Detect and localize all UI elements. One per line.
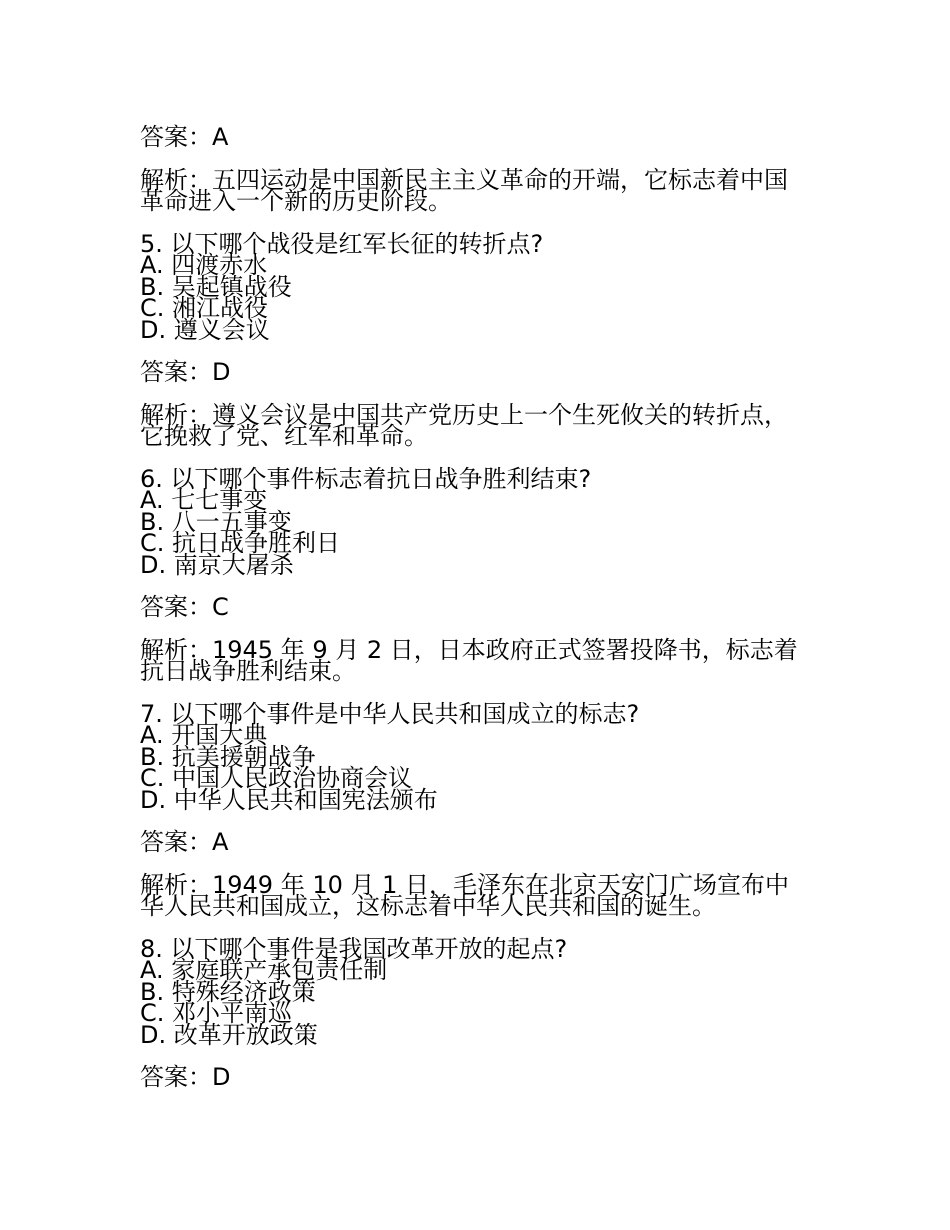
question-8-option-b: B. 特殊经济政策 [140,977,316,1006]
question-7-option-b: B. 抗美援朝战争 [140,742,316,771]
explanation-q4-line2: 革命进入一个新的历史阶段。 [140,187,452,215]
explanation-q6-line1: 解析：1945 年 9 月 2 日，日本政府正式签署投降书，标志着 [140,635,798,664]
question-7-option-a: A. 开国大典 [140,721,268,749]
question-8-option-d: D. 改革开放政策 [140,1020,318,1049]
question-6-option-b: B. 八一五事变 [140,507,292,536]
question-5-option-d: D. 遵义会议 [140,315,270,344]
question-5-option-c: C. 湘江战役 [140,294,269,322]
spacer [140,341,820,362]
question-6-option-a: A. 七七事变 [140,486,268,514]
question-6-option-d: D. 南京大屠杀 [140,550,294,579]
question-7: 7. 以下哪个事件是中华人民共和国成立的标志? [140,699,640,728]
explanation-q5-line1: 解析：遵义会议是中国共产党历史上一个生死攸关的转折点， [140,400,788,429]
question-5: 5. 以下哪个战役是红军长征的转折点? [140,229,544,258]
question-8: 8. 以下哪个事件是我国改革开放的起点? [140,934,568,963]
answer-q5: 答案：D [140,358,231,386]
question-7-option-d: D. 中华人民共和国宪法颁布 [140,785,438,814]
explanation-q5-line2: 它挽救了党、红军和革命。 [140,422,428,450]
answer-q8: 答案：D [140,1063,231,1091]
question-5-option-b: B. 吴起镇战役 [140,272,292,301]
question-6-option-c: C. 抗日战争胜利日 [140,529,341,557]
question-6: 6. 以下哪个事件标志着抗日战争胜利结束? [140,464,592,493]
spacer [140,811,820,832]
answer-q7: 答案：A [140,828,229,856]
answer-q6: 答案：C [140,593,229,621]
quiz-document [140,123,820,1091]
explanation-q7-line1: 解析：1949 年 10 月 1 日，毛泽东在北京天安门广场宣布中 [140,870,790,899]
question-7-option-c: C. 中国人民政治协商会议 [140,764,413,792]
explanation-q6-line2: 抗日战争胜利结束。 [140,657,356,685]
explanation-q7-line2: 华人民共和国成立，这标志着中华人民共和国的诞生。 [140,892,716,920]
explanation-q4-line1: 解析：五四运动是中国新民主主义革命的开端，它标志着中国 [140,165,788,194]
question-8-option-c: C. 邓小平南巡 [140,999,293,1027]
answer-q4: 答案：A [140,123,229,151]
question-5-option-a: A. 四渡赤水 [140,251,268,279]
spacer [140,1046,820,1067]
spacer [140,576,820,597]
question-8-option-a: A. 家庭联产承包责任制 [140,956,388,984]
